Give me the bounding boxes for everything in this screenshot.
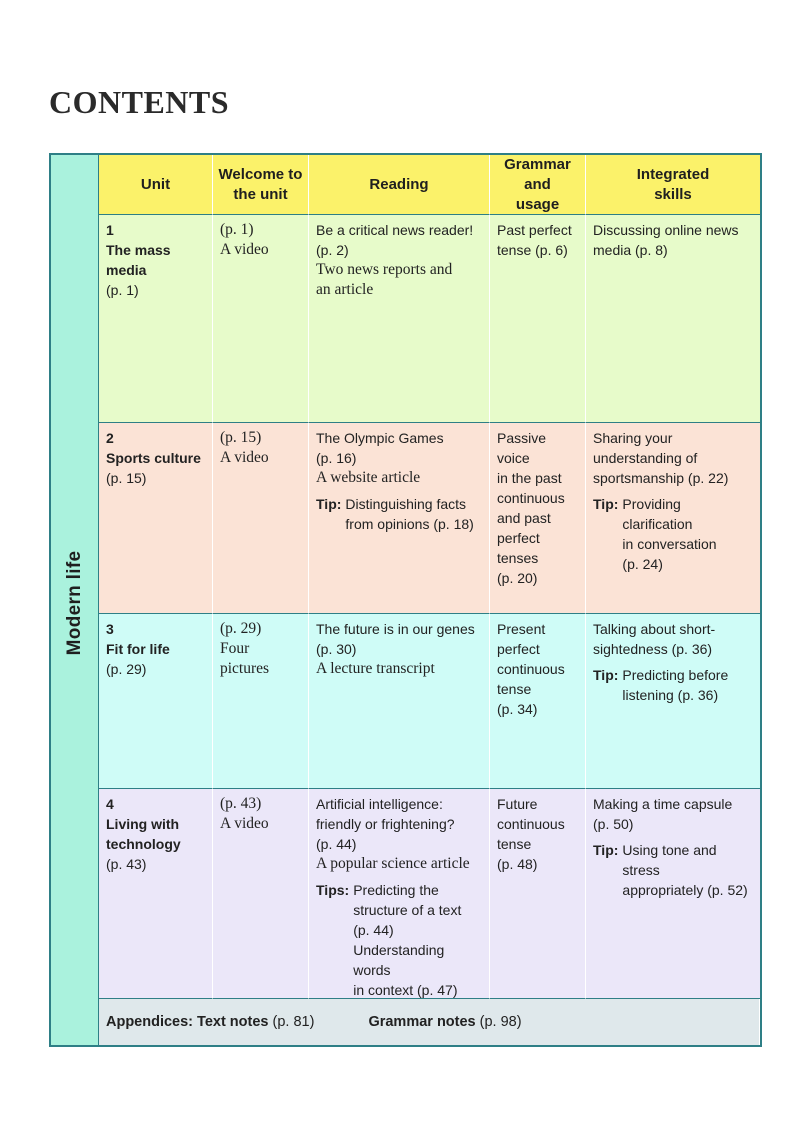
skills-cell [586,215,760,423]
welcome-cell [213,423,309,614]
skills-tip [593,494,753,574]
header-unit: Unit [99,155,213,215]
welcome-text: A video [220,241,269,258]
grammar-cell: Present perfect continuous tense (p. 34) [490,614,586,789]
reading-text-type: A popular science article [316,855,470,872]
welcome-text: A video [220,449,269,466]
reading-cell [309,789,490,999]
grammar-notes-label: Grammar notes [368,1014,476,1030]
unit-page: (p. 15) [106,470,147,486]
reading-title: The Olympic Games [316,430,444,446]
unit-page: (p. 43) [106,856,147,872]
reading-tip [316,494,482,534]
contents-table [49,153,762,1047]
tip-text: Providing clarification in conversation (p. 24) [622,496,717,572]
skills-cell [586,614,760,789]
grammar-cell: Passive voice in the past continuous and past perfect tenses (p. 20) [490,423,586,614]
skills-cell [586,423,760,614]
unit-number: 3 [106,621,114,637]
unit-cell [99,789,213,999]
skills-text: Discussing online news media (p. 8) [593,222,739,258]
unit-page: (p. 1) [106,282,139,298]
reading-text-type: A lecture transcript [316,660,435,677]
reading-page: (p. 16) [316,450,357,466]
unit-cell [99,215,213,423]
header-reading: Reading [309,155,490,215]
welcome-text: Four pictures [220,640,270,677]
welcome-text: A video [220,815,269,832]
skills-text: Sharing your understanding of sportsmanship (p. 22) [593,430,729,486]
page-title: CONTENTS [49,84,230,120]
reading-cell [309,614,490,789]
tip-text: Distinguishing facts from opinions (p. 18) [345,496,474,532]
welcome-cell [213,789,309,999]
tip-label: Tips: [316,882,350,898]
reading-tip [316,880,482,999]
unit-cell [99,614,213,789]
reading-text-type: A website article [316,469,421,486]
appendices-grammar-notes [368,1012,521,1032]
header-welcome: Welcome to the unit [213,155,309,215]
theme-label: Modern life [64,550,85,656]
unit-title: The mass media [106,242,171,278]
contents-grid [99,155,760,1045]
tip-label: Tip: [316,496,342,512]
unit-page: (p. 29) [106,661,147,677]
reading-cell [309,423,490,614]
appendices-label: Appendices: Text notes [106,1014,269,1030]
welcome-page: (p. 29) [220,620,262,637]
skills-cell [586,789,760,999]
grammar-cell: Future continuous tense (p. 48) [490,789,586,999]
grammar-cell: Past perfect tense (p. 6) [490,215,586,423]
welcome-cell [213,614,309,789]
reading-page: (p. 44) [316,836,357,852]
reading-page: (p. 2) [316,242,349,258]
skills-text: Talking about short- sightedness (p. 36) [593,621,716,657]
welcome-cell [213,215,309,423]
tip-text: Predicting the structure of a text (p. 44) Understanding words in context (p. 47) [353,882,462,998]
unit-number: 4 [106,796,114,812]
unit-title: Living with technology [106,816,181,852]
unit-title: Sports culture [106,450,201,466]
header-grammar: Grammar and usage [490,155,586,215]
appendices-row [99,999,760,1045]
appendices-text-notes [106,1012,314,1032]
welcome-page: (p. 1) [220,221,254,238]
header-skills: Integrated skills [586,155,760,215]
reading-title: The future is in our genes [316,621,475,637]
unit-number: 1 [106,222,114,238]
reading-title: Artificial intelligence: friendly or frightening? [316,796,455,832]
welcome-page: (p. 15) [220,429,262,446]
reading-page: (p. 30) [316,641,357,657]
welcome-page: (p. 43) [220,795,262,812]
unit-title: Fit for life [106,641,170,657]
theme-band [51,155,99,1045]
reading-title: Be a critical news reader! [316,222,474,238]
tip-label: Tip: [593,842,619,858]
tip-text: Predicting before listening (p. 36) [622,667,729,703]
reading-cell [309,215,490,423]
tip-text: Using tone and stress appropriately (p. 52) [622,842,748,898]
unit-cell [99,423,213,614]
grammar-notes-page: (p. 98) [479,1014,522,1030]
unit-number: 2 [106,430,114,446]
skills-tip [593,840,753,900]
reading-text-type: Two news reports and an article [316,261,453,298]
skills-text: Making a time capsule (p. 50) [593,796,733,832]
tip-label: Tip: [593,667,619,683]
skills-tip [593,665,753,705]
appendices-page: (p. 81) [272,1014,315,1030]
tip-label: Tip: [593,496,619,512]
